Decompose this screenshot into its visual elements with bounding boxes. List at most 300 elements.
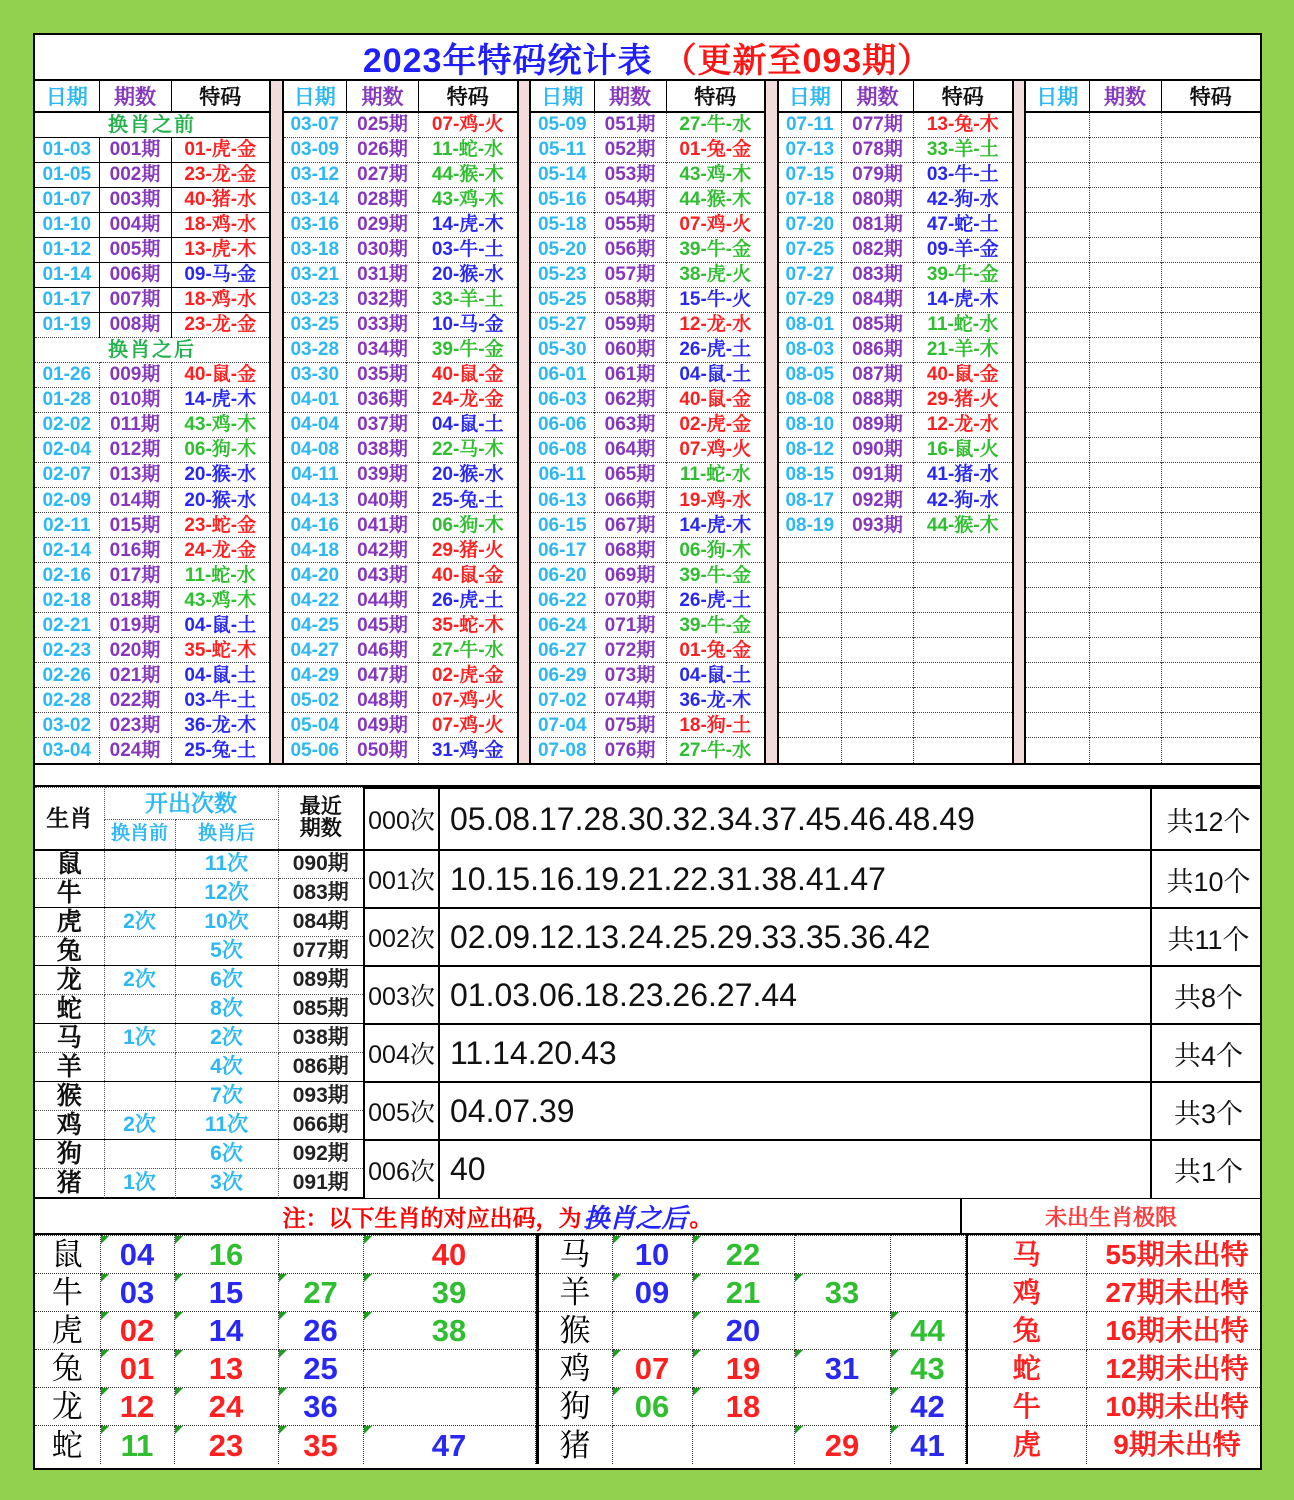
draw-row [35, 262, 270, 287]
special-code-cell: 11-蛇-水 [419, 137, 518, 162]
stats-sheet-panel [33, 33, 1262, 1470]
period-cell: 084期 [842, 287, 914, 312]
empty-cell [1161, 187, 1260, 212]
draw-row [1025, 337, 1260, 362]
period-cell: 063期 [594, 412, 666, 437]
zodiac-map-row [537, 1274, 965, 1312]
date-cell: 05-02 [283, 688, 347, 713]
draw-row [35, 688, 270, 713]
special-code-cell: 07-鸡-火 [666, 437, 765, 462]
special-code-cell: 01-虎-金 [171, 137, 270, 162]
draw-row [778, 162, 1013, 187]
draw-row [778, 613, 1013, 638]
special-code-cell: 42-狗-水 [914, 187, 1013, 212]
date-cell: 01-10 [35, 212, 99, 237]
date-cell: 06-06 [530, 412, 594, 437]
draw-row [1025, 212, 1260, 237]
zodiac-number-cell: 36 [278, 1388, 363, 1426]
draw-row [283, 187, 518, 212]
note-row [35, 1199, 1260, 1235]
empty-cell [1025, 713, 1089, 738]
overdue-row [967, 1388, 1263, 1426]
draw-row [530, 738, 765, 763]
empty-cell [1161, 237, 1260, 262]
draw-row [35, 462, 270, 487]
empty-cell [842, 588, 914, 613]
overdue-text: 9期未出特 [1087, 1426, 1263, 1464]
overdue-zodiac: 牛 [967, 1388, 1087, 1426]
period-cell: 029期 [347, 212, 419, 237]
draw-row [283, 462, 518, 487]
zodiac-stat-row [35, 908, 364, 937]
zodiac-name: 马 [35, 1024, 104, 1053]
draw-row [530, 588, 765, 613]
date-cell: 04-27 [283, 638, 347, 663]
overdue-row [967, 1426, 1263, 1464]
special-code-cell: 13-兔-木 [914, 112, 1013, 137]
empty-cell [363, 1350, 535, 1388]
zodiac-name: 虎 [35, 908, 104, 937]
count-before [104, 995, 175, 1024]
zodiac-map-row [35, 1350, 535, 1388]
special-code-cell: 11-蛇-水 [666, 462, 765, 487]
draw-row [530, 362, 765, 387]
empty-cell [778, 588, 842, 613]
zodiac-number-cell: 20 [692, 1312, 794, 1350]
draw-row [1025, 162, 1260, 187]
count-before: 1次 [104, 1169, 175, 1198]
empty-cell [1089, 513, 1161, 538]
zodiac-stat-row [35, 1111, 364, 1140]
empty-cell [1161, 312, 1260, 337]
special-code-cell: 27-牛-水 [666, 738, 765, 763]
zodiac-map-row [537, 1426, 965, 1464]
draw-row [530, 112, 765, 137]
draw-row [530, 563, 765, 588]
draw-row [778, 312, 1013, 337]
draw-row [1025, 287, 1260, 312]
empty-cell [1161, 613, 1260, 638]
overdue-zodiac-table [966, 1235, 1263, 1464]
empty-cell [914, 563, 1013, 588]
date-cell: 01-26 [35, 362, 99, 387]
date-cell: 03-07 [283, 112, 347, 137]
empty-cell [363, 1388, 535, 1426]
period-cell: 067期 [594, 513, 666, 538]
date-cell: 06-17 [530, 538, 594, 563]
special-code-cell: 43-鸡-木 [419, 187, 518, 212]
page-title [35, 35, 1260, 81]
date-cell: 06-27 [530, 638, 594, 663]
zodiac-name: 兔 [35, 1350, 100, 1388]
date-cell: 03-14 [283, 187, 347, 212]
count-before: 2次 [104, 966, 175, 995]
draw-row [35, 613, 270, 638]
frequency-numbers: 40 [439, 1140, 1151, 1198]
empty-cell [1089, 162, 1161, 187]
zodiac-stat-row [35, 1082, 364, 1111]
draw-row [778, 287, 1013, 312]
frequency-total: 共10个 [1151, 850, 1262, 908]
draw-row [778, 688, 1013, 713]
header-row [530, 81, 765, 112]
period-cell: 085期 [842, 312, 914, 337]
draw-row [283, 738, 518, 763]
count-after: 10次 [175, 908, 278, 937]
draw-row [283, 538, 518, 563]
zodiac-map-row [537, 1350, 965, 1388]
date-cell: 06-03 [530, 387, 594, 412]
overdue-row [967, 1236, 1263, 1274]
empty-cell [778, 713, 842, 738]
special-code-cell: 43-鸡-木 [171, 588, 270, 613]
empty-cell [1089, 563, 1161, 588]
draw-row [283, 162, 518, 187]
empty-cell [778, 538, 842, 563]
frequency-row [365, 1024, 1262, 1082]
note-prefix: 注：以下生肖的对应出码，为 [282, 1204, 582, 1231]
recent-period: 091期 [278, 1169, 364, 1198]
count-after: 6次 [175, 966, 278, 995]
frequency-numbers: 11.14.20.43 [439, 1024, 1151, 1082]
count-after: 6次 [175, 1140, 278, 1169]
recent-header [278, 788, 364, 850]
date-cell: 06-22 [530, 588, 594, 613]
draw-row [778, 738, 1013, 763]
zodiac-map-row [537, 1388, 965, 1426]
date-cell: 01-28 [35, 387, 99, 412]
frequency-label: 001次 [365, 850, 439, 908]
period-cell: 014期 [99, 488, 171, 513]
draw-row [530, 287, 765, 312]
frequency-total: 共12个 [1151, 788, 1262, 850]
draw-row [530, 337, 765, 362]
empty-cell [778, 688, 842, 713]
period-cell: 016期 [99, 538, 171, 563]
zodiac-number-cell: 44 [890, 1312, 965, 1350]
zodiac-number-cell: 41 [890, 1426, 965, 1464]
zodiac-number-cell: 16 [174, 1236, 278, 1274]
period-cell: 073期 [594, 663, 666, 688]
empty-cell [1025, 488, 1089, 513]
special-code-cell: 07-鸡-火 [666, 212, 765, 237]
draw-row [35, 488, 270, 513]
count-before [104, 850, 175, 879]
draw-row [283, 387, 518, 412]
draw-row [1025, 387, 1260, 412]
draw-row [778, 412, 1013, 437]
period-cell: 076期 [594, 738, 666, 763]
date-cell: 04-11 [283, 462, 347, 487]
date-cell: 08-03 [778, 337, 842, 362]
special-code-cell: 04-鼠-土 [171, 613, 270, 638]
recent-period: 077期 [278, 937, 364, 966]
zodiac-name: 狗 [35, 1140, 104, 1169]
draw-row [283, 362, 518, 387]
empty-cell [778, 738, 842, 763]
zodiac-map-row [537, 1312, 965, 1350]
count-before [104, 1140, 175, 1169]
empty-cell [1089, 287, 1161, 312]
date-cell: 04-16 [283, 513, 347, 538]
zodiac-number-cell: 27 [278, 1274, 363, 1312]
draw-row [778, 137, 1013, 162]
special-code-cell: 40-鼠-金 [419, 563, 518, 588]
recent-period: 092期 [278, 1140, 364, 1169]
date-cell: 04-08 [283, 437, 347, 462]
empty-cell [1089, 663, 1161, 688]
empty-cell [1161, 713, 1260, 738]
overdue-zodiac: 蛇 [967, 1350, 1087, 1388]
empty-cell [1161, 437, 1260, 462]
date-cell: 05-04 [283, 713, 347, 738]
special-code-cell: 20-猴-水 [419, 462, 518, 487]
empty-cell [1025, 162, 1089, 187]
header-row [35, 81, 270, 112]
empty-cell [1025, 212, 1089, 237]
special-code-cell: 43-鸡-木 [666, 162, 765, 187]
empty-cell [1089, 337, 1161, 362]
period-cell: 025期 [347, 112, 419, 137]
header-cell: 特码 [914, 81, 1013, 112]
empty-cell [1025, 638, 1089, 663]
date-cell: 01-14 [35, 262, 99, 287]
frequency-numbers: 10.15.16.19.21.22.31.38.41.47 [439, 850, 1151, 908]
empty-cell [1025, 738, 1089, 763]
zodiac-stat-row [35, 1053, 364, 1082]
empty-cell [1089, 112, 1161, 137]
element: 期数 [299, 817, 342, 841]
date-cell: 02-28 [35, 688, 99, 713]
period-cell: 088期 [842, 387, 914, 412]
draw-row [778, 563, 1013, 588]
recent-period: 086期 [278, 1053, 364, 1082]
zodiac-number-cell: 35 [278, 1426, 363, 1464]
draw-row [1025, 137, 1260, 162]
empty-cell [1089, 362, 1161, 387]
period-cell: 077期 [842, 112, 914, 137]
date-cell: 03-28 [283, 337, 347, 362]
period-cell: 032期 [347, 287, 419, 312]
period-cell: 082期 [842, 237, 914, 262]
period-cell: 010期 [99, 387, 171, 412]
empty-cell [1089, 137, 1161, 162]
draw-row [35, 237, 270, 262]
zodiac-number-cell: 23 [174, 1426, 278, 1464]
period-cell: 061期 [594, 362, 666, 387]
period-cell: 037期 [347, 412, 419, 437]
draw-row [283, 112, 518, 137]
special-code-cell: 27-牛-水 [419, 638, 518, 663]
draw-row [283, 237, 518, 262]
zodiac-map-row [537, 1236, 965, 1274]
draw-row [1025, 563, 1260, 588]
period-cell: 036期 [347, 387, 419, 412]
draw-table-2 [282, 81, 519, 763]
period-cell: 003期 [99, 187, 171, 212]
empty-cell [1025, 387, 1089, 412]
date-cell: 07-25 [778, 237, 842, 262]
date-cell: 02-23 [35, 638, 99, 663]
empty-cell [1089, 738, 1161, 763]
draw-row [35, 738, 270, 763]
draw-row [1025, 362, 1260, 387]
draw-row [283, 588, 518, 613]
draw-row [283, 212, 518, 237]
date-cell: 07-04 [530, 713, 594, 738]
special-code-cell: 21-羊-木 [914, 337, 1013, 362]
number-frequency-table [365, 787, 1262, 1198]
recent-period: 090期 [278, 850, 364, 879]
draw-row [35, 663, 270, 688]
draw-row [1025, 538, 1260, 563]
empty-cell [612, 1426, 692, 1464]
draw-table-1 [35, 81, 271, 763]
zodiac-number-cell: 40 [363, 1236, 535, 1274]
draw-row [35, 538, 270, 563]
empty-cell [914, 663, 1013, 688]
zodiac-name: 虎 [35, 1312, 100, 1350]
empty-cell [890, 1236, 965, 1274]
date-cell: 04-01 [283, 387, 347, 412]
zodiac-number-cell: 38 [363, 1312, 535, 1350]
period-cell: 068期 [594, 538, 666, 563]
date-cell: 02-02 [35, 412, 99, 437]
date-cell: 03-16 [283, 212, 347, 237]
header-cell: 期数 [347, 81, 419, 112]
date-cell: 07-15 [778, 162, 842, 187]
empty-cell [914, 688, 1013, 713]
draw-row [778, 462, 1013, 487]
date-cell: 01-19 [35, 312, 99, 337]
frequency-row [365, 788, 1262, 850]
empty-cell [1161, 738, 1260, 763]
date-cell: 08-17 [778, 488, 842, 513]
period-cell: 027期 [347, 162, 419, 187]
draw-row [778, 237, 1013, 262]
date-cell: 07-18 [778, 187, 842, 212]
date-cell: 03-23 [283, 287, 347, 312]
special-code-cell: 23-龙-金 [171, 312, 270, 337]
period-cell: 012期 [99, 437, 171, 462]
zodiac-name: 狗 [537, 1388, 612, 1426]
special-code-cell: 18-鸡-水 [171, 287, 270, 312]
period-cell: 035期 [347, 362, 419, 387]
period-cell: 078期 [842, 137, 914, 162]
overdue-row [967, 1350, 1263, 1388]
draw-row [283, 488, 518, 513]
special-code-cell: 03-牛-土 [914, 162, 1013, 187]
date-cell: 07-13 [778, 137, 842, 162]
zodiac-header: 生肖 [35, 788, 104, 850]
overdue-zodiac: 马 [967, 1236, 1087, 1274]
section-row [35, 112, 270, 137]
period-cell: 059期 [594, 312, 666, 337]
zodiac-name: 鸡 [537, 1350, 612, 1388]
special-code-cell: 14-虎-木 [171, 387, 270, 412]
zodiac-number-cell: 18 [692, 1388, 794, 1426]
draw-row [35, 187, 270, 212]
period-cell: 031期 [347, 262, 419, 287]
special-code-cell: 40-猪-水 [171, 187, 270, 212]
date-cell: 04-18 [283, 538, 347, 563]
period-cell: 023期 [99, 713, 171, 738]
empty-cell [1089, 538, 1161, 563]
zodiac-number-cell: 11 [100, 1426, 174, 1464]
special-code-cell: 18-狗-土 [666, 713, 765, 738]
period-cell: 004期 [99, 212, 171, 237]
empty-cell [1161, 462, 1260, 487]
draw-row [530, 638, 765, 663]
date-cell: 05-18 [530, 212, 594, 237]
empty-cell [1161, 337, 1260, 362]
empty-cell [794, 1388, 890, 1426]
special-code-cell: 01-兔-金 [666, 638, 765, 663]
special-code-cell: 33-羊-土 [914, 137, 1013, 162]
zodiac-name: 猴 [537, 1312, 612, 1350]
empty-cell [914, 613, 1013, 638]
empty-cell [1089, 713, 1161, 738]
draw-row [1025, 262, 1260, 287]
zodiac-numbers-table-right [536, 1235, 966, 1464]
draw-row [35, 588, 270, 613]
frequency-row [365, 966, 1262, 1024]
period-cell: 046期 [347, 638, 419, 663]
period-cell: 001期 [99, 137, 171, 162]
frequency-label: 002次 [365, 908, 439, 966]
empty-cell [842, 538, 914, 563]
zodiac-number-cell: 39 [363, 1274, 535, 1312]
zodiac-number-cell: 07 [612, 1350, 692, 1388]
period-cell: 045期 [347, 613, 419, 638]
draw-row [778, 387, 1013, 412]
special-code-cell: 22-马-木 [419, 437, 518, 462]
zodiac-name: 鼠 [35, 1236, 100, 1274]
special-code-cell: 20-猴-水 [171, 462, 270, 487]
header-cell: 特码 [666, 81, 765, 112]
empty-cell [842, 613, 914, 638]
period-cell: 064期 [594, 437, 666, 462]
period-cell: 092期 [842, 488, 914, 513]
zodiac-numbers-table-left [35, 1235, 536, 1464]
special-code-cell: 09-马-金 [171, 262, 270, 287]
draw-row [530, 312, 765, 337]
frequency-label: 005次 [365, 1082, 439, 1140]
zodiac-name: 猪 [537, 1426, 612, 1464]
empty-cell [1161, 137, 1260, 162]
pink-separator [1014, 81, 1025, 763]
count-after: 2次 [175, 1024, 278, 1053]
empty-cell [1025, 663, 1089, 688]
date-cell: 02-11 [35, 513, 99, 538]
date-cell: 08-01 [778, 312, 842, 337]
special-code-cell: 14-虎-木 [914, 287, 1013, 312]
empty-cell [1161, 212, 1260, 237]
zodiac-name: 蛇 [35, 995, 104, 1024]
date-cell: 05-14 [530, 162, 594, 187]
empty-cell [1089, 237, 1161, 262]
header-cell: 日期 [35, 81, 99, 112]
zodiac-name: 羊 [35, 1053, 104, 1082]
period-cell: 052期 [594, 137, 666, 162]
date-cell: 05-06 [283, 738, 347, 763]
date-cell: 02-18 [35, 588, 99, 613]
period-cell: 002期 [99, 162, 171, 187]
frequency-total: 共1个 [1151, 1140, 1262, 1198]
special-code-cell: 01-兔-金 [666, 137, 765, 162]
count-before: 2次 [104, 1111, 175, 1140]
special-code-cell: 26-虎-土 [419, 588, 518, 613]
